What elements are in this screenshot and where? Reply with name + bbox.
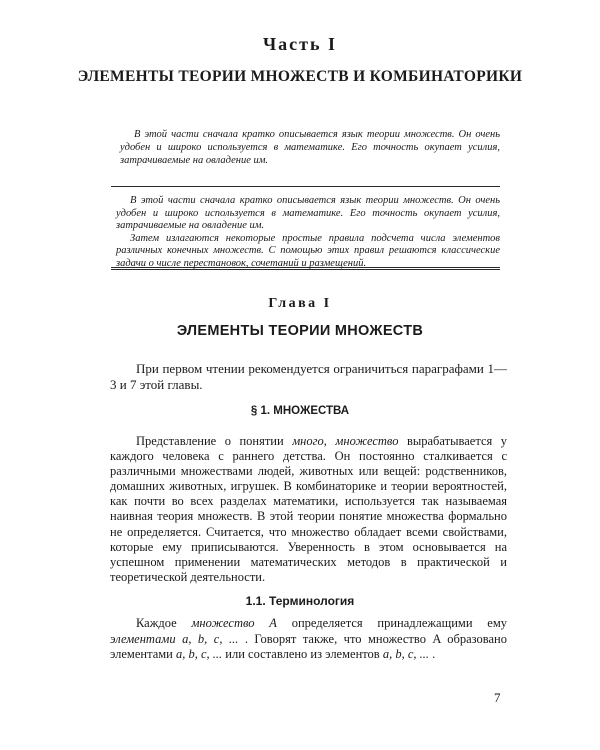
subsection-t3: . Говорят также, что множество A образовано элементами [110, 631, 507, 661]
subsection-t2: определяется принадлежащими ему [276, 616, 508, 630]
part-intro-paragraph: В этой части сначала кратко описывается язык теории множеств. Он очень удобен и широко используется в математике. Его точность окупает усилия, затрачиваемые на овладение им. [120, 129, 500, 166]
subsection-t4: или составлено из элементов [222, 647, 383, 661]
section-em-1: много [292, 434, 324, 448]
subsection-t1: Каждое [136, 616, 192, 630]
section-text-2: , [323, 434, 336, 448]
part-label: Часть I [262, 34, 338, 54]
part-summary-box [111, 186, 500, 270]
subsection-t5: . [429, 647, 436, 661]
subsection-em4: a, b, c, ... [382, 647, 430, 661]
page-number: 7 [494, 690, 501, 705]
summary-paragraph-2: Затем излагаются некоторые простые правила подсчета числа элементов различных конечных множеств. С помощью этих правил решаются классические задачи о числе перестановок, сочетаний и размещений. [116, 232, 500, 269]
part-title: ЭЛЕМЕНТЫ ТЕОРИИ МНОЖЕСТВ И КОМБИНАТОРИКИ [77, 68, 523, 85]
subsection-em3: a, b, c, ... [175, 647, 223, 661]
section-title: § 1. МНОЖЕСТВА [250, 405, 350, 417]
section-body [110, 434, 507, 585]
summary-paragraph-1: В этой части сначала кратко описывается язык теории множеств. Он очень удобен и широко используется в математике. Его точность окупает усилия, затрачиваемые на овладение им. [116, 195, 500, 231]
subsection-title: 1.1. Терминология [245, 594, 355, 608]
section-text-1: Представление о понятии [136, 434, 293, 448]
subsection-em2: элементами a, b, c, ... [110, 631, 239, 646]
subsection-body [110, 616, 507, 663]
section-text-3: вырабатывается у каждого человека с раннего детства. Он постоянно сталкивается с различными множествами людей, животных или вещей: родственников, домашних животных, игрушек. В комбинаторике и теории вероятностей, как почти во всех разделах математики, используется так называемая наивная теория множеств. В этой теории понятие множества формально не определяется. Считается, что множество обладает всеми свойствами, которые ему приписываются. Уверенность в этом основывается на успешном применении математических методов в практической и теоретической деятельности. [110, 434, 508, 584]
section-em-2: множество [335, 434, 399, 448]
chapter-label: Глава I [268, 296, 332, 311]
chapter-title: ЭЛЕМЕНТЫ ТЕОРИИ МНОЖЕСТВ [176, 323, 424, 339]
section-paragraph [110, 434, 507, 585]
subsection-paragraph [110, 616, 507, 663]
subsection-em1: множество A [191, 616, 277, 630]
reading-note [110, 361, 507, 393]
reading-note-text: При первом чтении рекомендуется ограничиться параграфами 1—3 и 7 этой главы. [110, 361, 507, 392]
part-intro [120, 128, 500, 167]
